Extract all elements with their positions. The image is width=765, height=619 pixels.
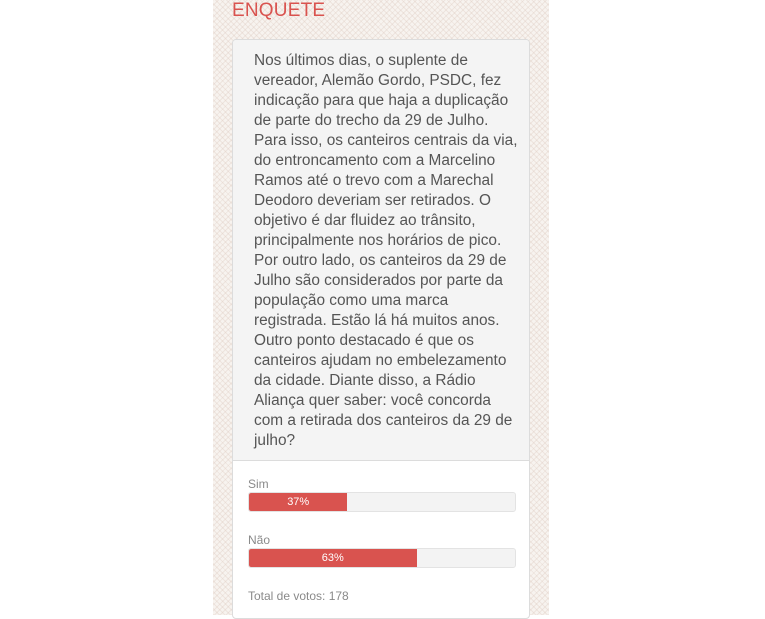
- poll-option-label-nao: Não: [248, 533, 271, 547]
- total-votes: Total de votos: 178: [248, 589, 349, 603]
- poll-result-bar-sim: [248, 492, 516, 512]
- section-title: ENQUETE: [232, 0, 326, 21]
- poll-result-bar-nao: [248, 548, 516, 568]
- poll-option-label-sim: Sim: [248, 477, 269, 491]
- poll-card: [232, 39, 530, 619]
- poll-question-box: [233, 40, 529, 461]
- poll-question: Nos últimos dias, o suplente de vereador, Alemão Gordo, PSDC, fez indicação para que haja a duplicação de parte do trecho da 29 de Julho. Para isso, os canteiros centrais da via, do entroncamento com a Marcelino Ramos até o trevo com a Marechal Deodoro deveriam ser retirados. O objetivo é dar fluidez ao trânsito, principalmente nos horários de pico. Por outro lado, os canteiros da 29 de Julho são considerados por parte da população como uma marca registrada. Estão lá há muitos anos. Outro ponto destacado é que os canteiros ajudam no embelezamento da cidade. Diante disso, a Rádio Aliança quer saber: você concorda com a retirada dos canteiros da 29 de julho?: [254, 52, 518, 449]
- poll-result-fill-sim: 37%: [249, 493, 347, 511]
- poll-result-fill-nao: 63%: [249, 549, 417, 567]
